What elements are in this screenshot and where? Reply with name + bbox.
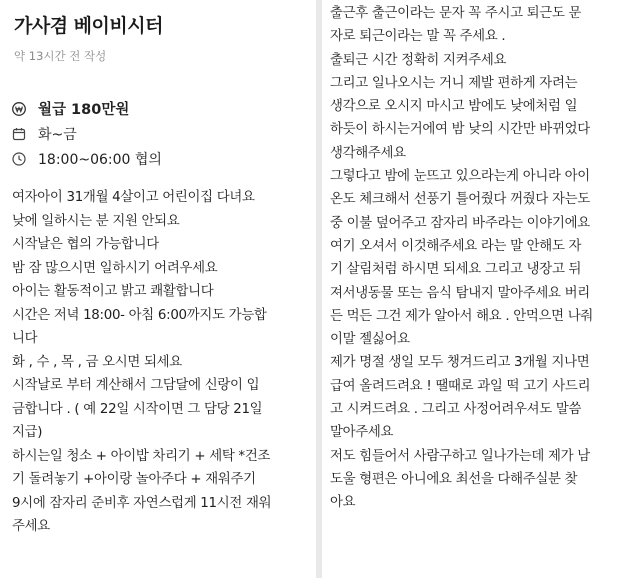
- hours-text: 18:00~06:00 협의: [38, 151, 162, 168]
- text-line: 9시에 잠자리 준비후 자연스럽게 11시전 재워: [12, 495, 272, 511]
- text-line: 그리고 일나오시는 거니 제발 편하게 자려는: [330, 75, 578, 91]
- text-line: 생각으로 오시지 마시고 밤에도 낮에처럼 일: [330, 99, 578, 115]
- text-line: 저도 힘들어서 사람구하고 일나가는데 제가 남: [330, 448, 590, 464]
- text-line: 시작날은 협의 가능합니다: [12, 237, 159, 252]
- salary-row: [12, 96, 162, 121]
- text-line: 여기 오셔서 이것해주세요 라는 말 안해도 자: [330, 238, 582, 254]
- right-panel: [322, 0, 640, 578]
- won-coin-icon: [12, 102, 26, 116]
- text-line: 주세요: [12, 519, 50, 534]
- text-line: 출근후 출근이라는 문자 꼭 주시고 퇴근도 문: [330, 6, 582, 21]
- text-line: 금합니다 . ( 예 22일 시작이면 그 담당 21일: [12, 401, 263, 417]
- text-line: 기 돌려놓기 +아이랑 놀아주다 + 재워주기: [12, 472, 256, 487]
- description-left: [12, 186, 312, 539]
- text-line: 하듯이 하시는거에여 밤 낮의 시간만 바뀌었다: [330, 122, 590, 138]
- text-line: 시간은 저녁 18:00- 아침 6:00까지도 가능합: [12, 307, 267, 323]
- text-line: 시작날로 부터 계산해서 그담달에 신랑이 입: [12, 378, 260, 393]
- post-title: 가사겸 베이비시터: [14, 15, 163, 37]
- text-line: 그렇다고 밤에 눈뜨고 있으라는게 아니라 아이: [330, 169, 590, 185]
- post-time: 약 13시간 전 작성: [14, 49, 107, 63]
- text-line: 밤 잠 많으시면 일하시기 어려우세요: [12, 260, 218, 276]
- text-line: 니다: [12, 331, 38, 346]
- text-line: 중 이불 덮어주고 잠자리 바주라는 이야기에요: [330, 215, 590, 231]
- text-line: 제가 명절 생일 모두 챙겨드리고 3개월 지나면: [330, 355, 590, 371]
- text-line: 여자아이 31개월 4살이고 어린이집 다녀요: [12, 190, 255, 205]
- text-line: 도울 형편은 아니에요 최선을 다해주실분 찾: [330, 471, 578, 487]
- text-line: 온도 체크해서 선풍기 틀어줬다 꺼줬다 자는도: [330, 192, 590, 208]
- text-line: 기 살림처럼 하시면 되세요 그리고 냉장고 뒤: [330, 262, 582, 278]
- text-line: 자로 퇴근이라는 말 꼭 주세요 .: [330, 29, 506, 45]
- calendar-icon: [12, 127, 26, 141]
- text-line: 고 시켜드려요 . 그리고 사정어려우셔도 말씀: [330, 402, 582, 418]
- text-line: 낮에 일하시는 분 지원 안되요: [12, 213, 180, 229]
- text-line: 급여 올려드려요 ! 땔때로 과일 떡 고기 사드리: [330, 378, 591, 394]
- text-line: 하시는일 청소 + 아이밥 차리기 + 세탁 *건조: [12, 448, 271, 464]
- text-line: 든 먹든 그건 제가 알아서 해요 . 안먹으면 나줘: [330, 308, 594, 324]
- description-right: [330, 2, 635, 515]
- days-text: 화~금: [38, 126, 77, 143]
- hours-row: [12, 146, 162, 171]
- text-line: 화 , 수 , 목 , 금 오시면 되세요: [12, 354, 182, 370]
- text-line: 생각해주세요: [330, 145, 406, 161]
- left-panel: [0, 0, 316, 578]
- text-line: 출퇴근 시간 정확히 지켜주세요: [330, 52, 507, 68]
- text-line: 아이는 활동적이고 밝고 쾌활합니다: [12, 284, 214, 299]
- job-info: [12, 96, 162, 171]
- text-line: 이말 젤싫어요: [330, 332, 410, 348]
- text-line: 지급): [12, 425, 43, 440]
- text-line: 말아주세요: [330, 425, 394, 441]
- days-row: [12, 121, 162, 146]
- salary-text: 월급 180만원: [38, 102, 130, 118]
- text-line: 아요: [330, 495, 356, 511]
- clock-icon: [12, 152, 26, 166]
- text-line: 져서냉동물 또는 음식 탐내지 말아주세요 버리: [330, 285, 590, 301]
